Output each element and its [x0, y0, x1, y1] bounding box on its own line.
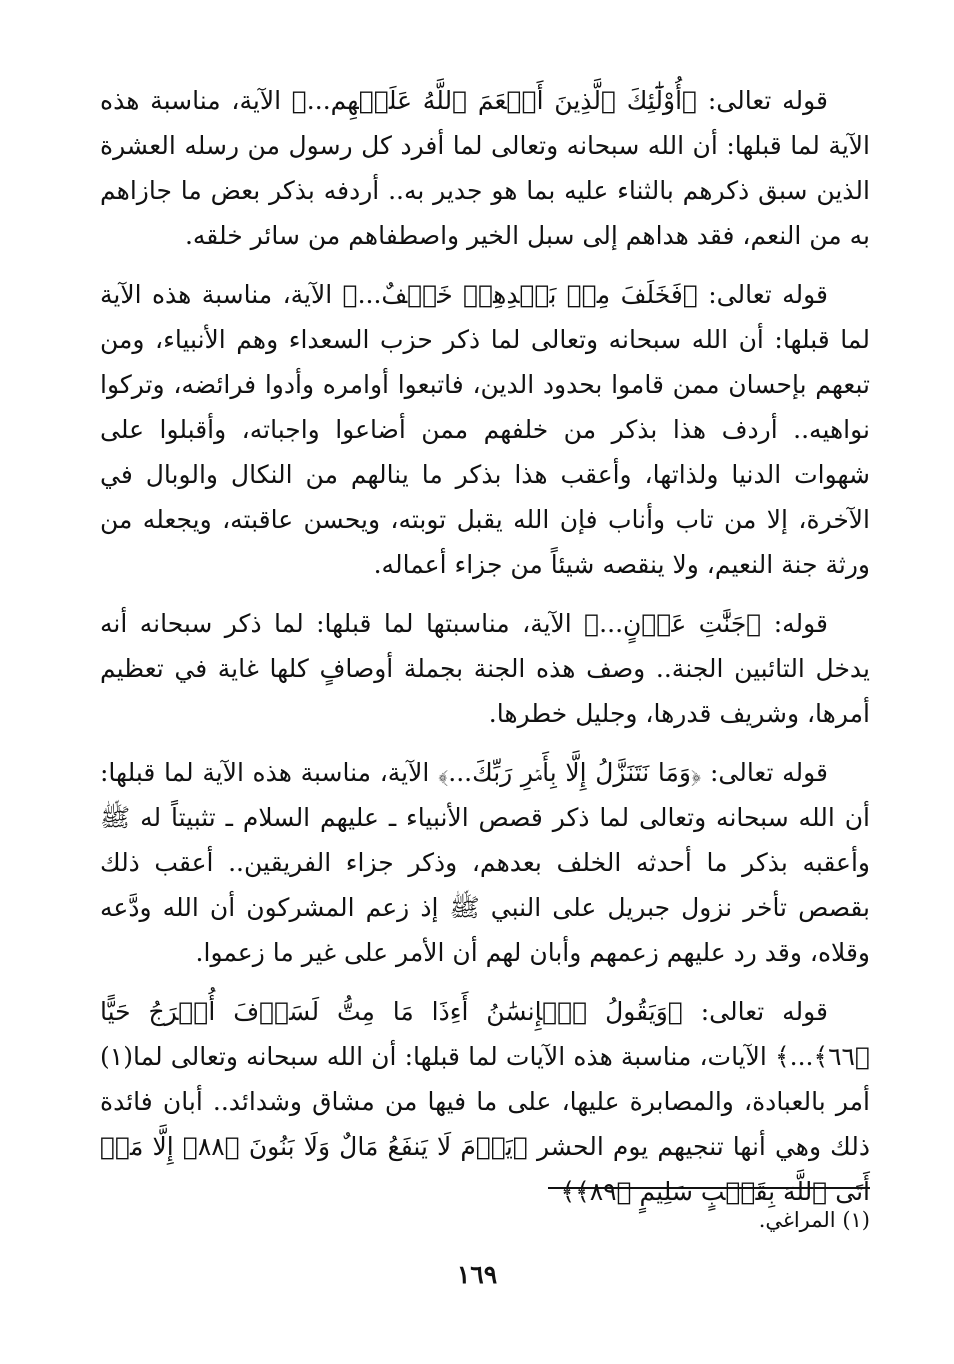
paragraph-1: قوله تعالى: ﴿أُوْلَٰٓئِكَ ٱلَّذِينَ أَنۡعَمَ ٱللَّهُ عَلَيۡهِم...﴾ الآية، مناسبة هذه الآية لما قبلها: أن الله سبحانه وتعالى لما أفرد كل رسول من رسله العشرة الذين سبق ذكرهم بالثناء عليه بما هو جدير به.. أردفه بذكر بعض ما جازاهم به من النعم، فقد هداهم إلى سبل الخير واصطفاهم من سائر خلقه. [100, 86, 870, 250]
main-text [100, 78, 870, 1228]
paragraph-2: قوله تعالى: ﴿فَخَلَفَ مِنۢ بَعۡدِهِمۡ خَلۡفٌ...﴾ الآية، مناسبة هذه الآية لما قبلها: أن الله سبحانه وتعالى لما ذكر حزب السعداء وهم الأنبياء، ومن تبعهم بإحسان ممن قاموا بحدود الدين، فاتبعوا أوامره وأدوا فرائضه، وتركوا نواهيه.. أردف هذا بذكر من خلفهم ممن أضاعوا واجباته، وأقبلوا على شهوات الدنيا ولذاتها، وأعقب هذا بذكر ما ينالهم من النكال والوبال في الآخرة، إلا من تاب وأناب فإن الله يقبل توبته، ويحسن عاقبته، ويجعله من ورثة جنة النعيم، ولا ينقصه شيئاً من جزاء أعماله. [100, 280, 870, 579]
paragraph-5: قوله تعالى: ﴿وَيَقُولُ ٱلۡإِنسَٰنُ أَءِذَا مَا مِتُّ لَسَوۡفَ أُخۡرَجُ حَيًّا ﴿٦٦﴾...﴾ الآيات، مناسبة هذه الآيات لما قبلها: أن الله سبحانه وتعالى لما(١) أمر بالعبادة، والمصابرة عليها، على ما فيها من مشاق وشدائد.. أبان فائدة ذلك وهي أنها تنجيهم يوم الحشر ﴿يَوۡمَ لَا يَنفَعُ مَالٌ وَلَا بَنُونَ ﴿٨٨﴾ إِلَّا مَنۡ أَتَى ٱللَّهَ بِقَلۡبٍ سَلِيمٍ ﴿٨٩﴾﴾ [100, 997, 871, 1206]
footnote-divider [548, 1187, 870, 1189]
paragraph-4: قوله تعالى: ﴿وَمَا نَتَنَزَّلُ إِلَّا بِأَمۡرِ رَبِّكَ...﴾ الآية، مناسبة هذه الآية لما قبلها: أن الله سبحانه وتعالى لما ذكر قصص الأنبياء ـ عليهم السلام ـ تثبيتاً له ﷺ وأعقبه بذكر ما أحدثه الخلف بعدهم، وذكر جزاء الفريقين.. أعقب ذلك بقصص تأخر نزول جبريل على النبي ﷺ إذ زعم المشركون أن الله ودَّعه وقلاه، وقد رد عليهم زعمهم وأبان لهم أن الأمر على غير ما زعموا. [100, 758, 870, 967]
footnote: (١) المراغي. [758, 1208, 870, 1232]
paragraph-3: قوله: ﴿جَنَّٰتِ عَدۡنٍ...﴾ الآية، مناسبتها لما قبلها: لما ذكر سبحانه أنه يدخل التائبين الجنة.. وصف هذه الجنة بجملة أوصافٍ كلها غاية في تعظيم أمرها، وشريف قدرها، وجليل خطرها. [100, 609, 870, 728]
page-number: ١٦٩ [456, 1260, 498, 1289]
